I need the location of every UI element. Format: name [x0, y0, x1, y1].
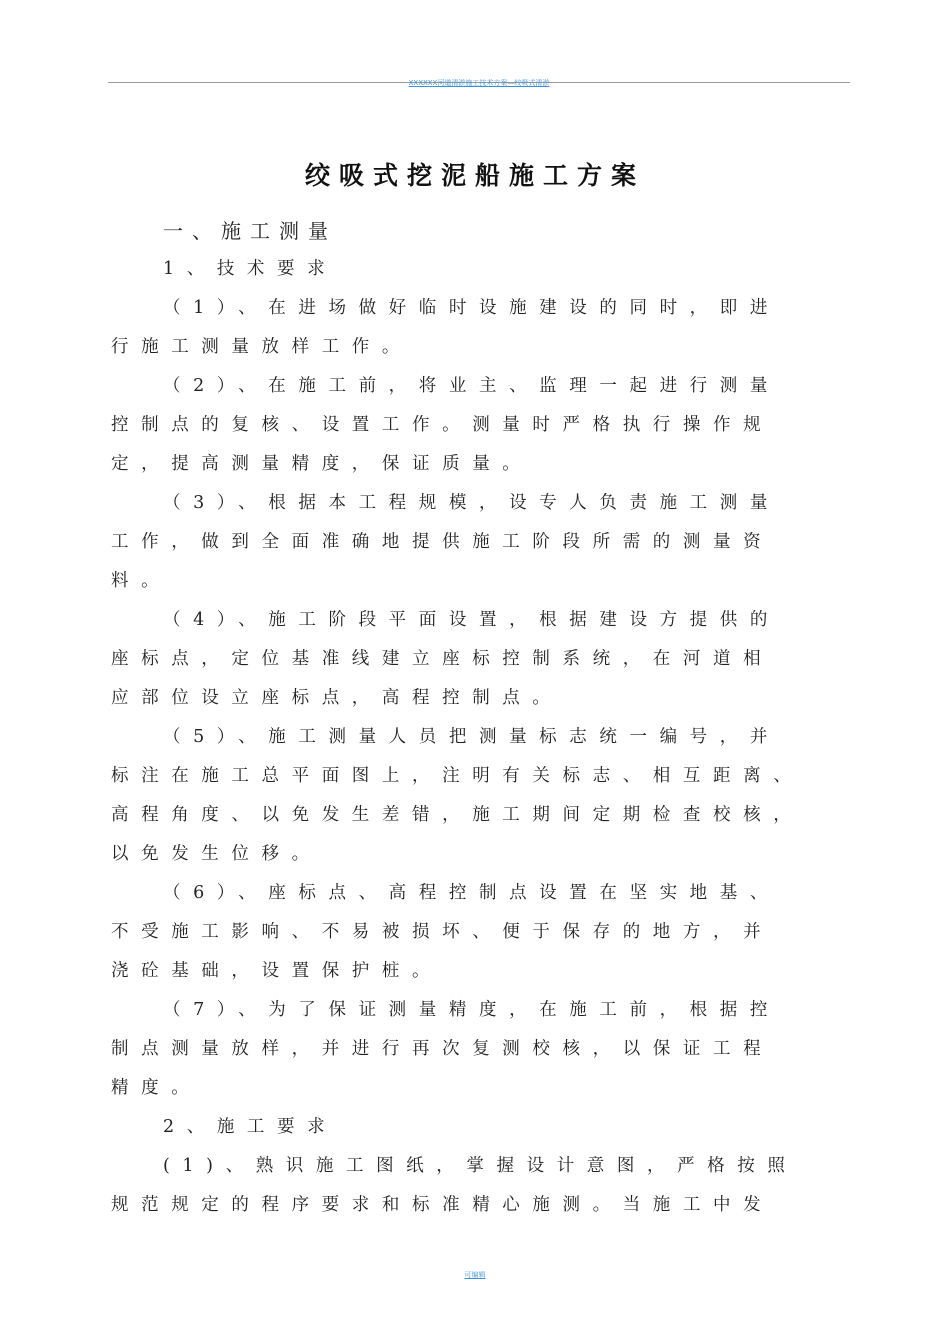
header-link[interactable]: XXXXXX河道清淤施工技术方案—绞吸式清淤 [408, 79, 550, 87]
paragraph-line: （6）、座标点、高程控制点设置在坚实地基、 [163, 883, 780, 903]
paragraph-line: （3）、根据本工程规模，设专人负责施工测量 [163, 493, 780, 513]
section-heading-1: 一、施工测量 [163, 219, 337, 243]
paragraph-line: 定，提高测量精度，保证质量。 [111, 454, 533, 474]
paragraph-line: 应部位设立座标点，高程控制点。 [111, 688, 563, 708]
page-header [108, 68, 850, 87]
footer-link[interactable]: 可编辑 [464, 1271, 486, 1279]
paragraph-line: （7）、为了保证测量精度，在施工前，根据控 [163, 1000, 780, 1020]
paragraph-line: 座标点，定位基准线建立座标控制系统，在河道相 [111, 649, 774, 669]
paragraph-line: 不受施工影响、不易被损坏、便于保存的地方，并 [111, 922, 774, 942]
paragraph-line: （1）、在进场做好临时设施建设的同时，即进 [163, 298, 780, 318]
subsection-heading-1: 1、技术要求 [163, 259, 338, 279]
paragraph-line: 高程角度、以免发生差错，施工期间定期检查校核， [111, 805, 804, 825]
paragraph-line: （2）、在施工前，将业主、监理一起进行测量 [163, 376, 780, 396]
paragraph-line: 制点测量放样，并进行再次复测校核，以保证工程 [111, 1039, 774, 1059]
page-footer [0, 1262, 950, 1281]
paragraph-line: 精度。 [111, 1078, 202, 1098]
paragraph-line: 料。 [111, 571, 172, 591]
subsection-heading-2: 2、施工要求 [163, 1117, 338, 1137]
paragraph-line: 以免发生位移。 [111, 844, 322, 864]
paragraph-line: (1)、熟识施工图纸，掌握设计意图，严格按照 [163, 1156, 798, 1176]
paragraph-line: 控制点的复核、设置工作。测量时严格执行操作规 [111, 415, 774, 435]
paragraph-line: 工作，做到全面准确地提供施工阶段所需的测量资 [111, 532, 774, 552]
paragraph-line: 规范规定的程序要求和标准精心施测。当施工中发 [111, 1195, 774, 1215]
paragraph-line: 标注在施工总平面图上，注明有关标志、相互距离、 [111, 766, 804, 786]
document-body [111, 212, 863, 1225]
paragraph-line: 行施工测量放样工作。 [111, 337, 412, 357]
paragraph-line: （4）、施工阶段平面设置，根据建设方提供的 [163, 610, 780, 630]
paragraph-line: （5）、施工测量人员把测量标志统一编号，并 [163, 727, 780, 747]
document-title: 绞吸式挖泥船施工方案 [304, 161, 645, 190]
paragraph-line: 浇砼基础，设置保护桩。 [111, 961, 443, 981]
